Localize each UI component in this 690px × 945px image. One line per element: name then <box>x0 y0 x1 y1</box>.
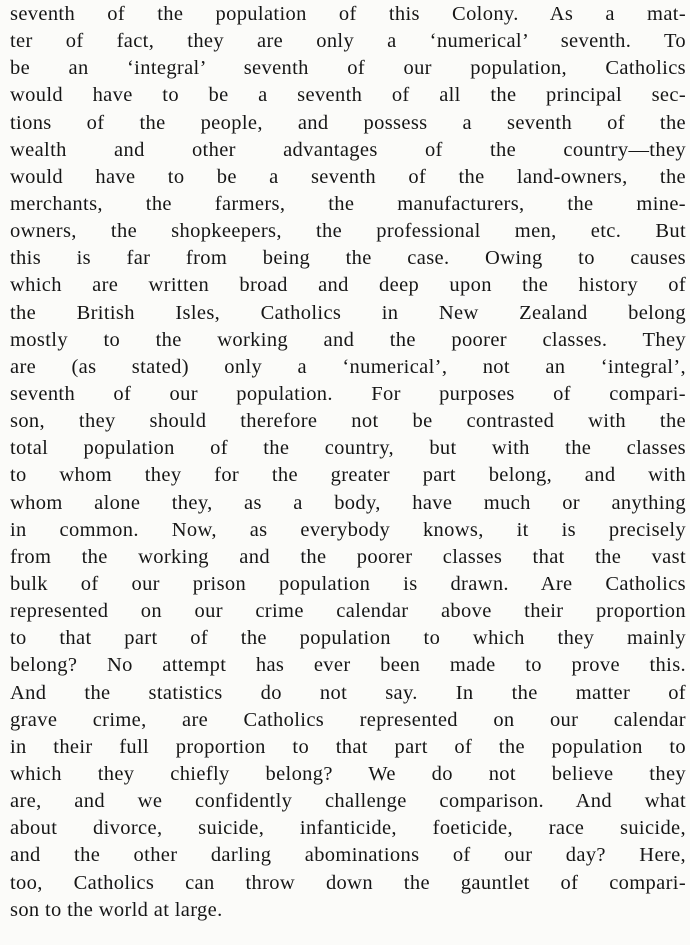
text-line: about divorce, suicide, infanticide, foeticide, race suicide, <box>10 817 686 840</box>
text-line: mostly to the working and the poorer classes. They <box>10 328 686 351</box>
text-line: son, they should therefore not be contrasted with the <box>10 410 686 433</box>
text-line: which are written broad and deep upon the history of <box>10 274 686 297</box>
text-line: to that part of the population to which they mainly <box>10 627 686 650</box>
text-line: whom alone they, as a body, have much or anything <box>10 491 686 514</box>
text-line: which they chiefly belong? We do not believe they <box>10 762 686 785</box>
text-line: from the working and the poorer classes that the vast <box>10 545 686 568</box>
text-line: are, and we confidently challenge comparison. And what <box>10 790 686 813</box>
text-line: and the other darling abominations of our day? Here, <box>10 844 686 867</box>
text-line: total population of the country, but with the classes <box>10 437 686 460</box>
text-line: in their full proportion to that part of the population to <box>10 735 686 758</box>
text-line: the British Isles, Catholics in New Zealand belong <box>10 301 686 324</box>
text-line: bulk of our prison population is drawn. Are Catholics <box>10 572 686 595</box>
text-line: in common. Now, as everybody knows, it is precisely <box>10 518 686 541</box>
article-column <box>10 0 686 924</box>
text-line: And the statistics do not say. In the matter of <box>10 681 686 704</box>
text-line: belong? No attempt has ever been made to prove this. <box>10 654 686 677</box>
text-line: ter of fact, they are only a ‘numerical’ seventh. To <box>10 30 686 53</box>
text-line: would have to be a seventh of all the principal sec- <box>10 84 686 107</box>
text-line: this is far from being the case. Owing to causes <box>10 247 686 270</box>
text-line: to whom they for the greater part belong, and with <box>10 464 686 487</box>
text-line: tions of the people, and possess a seventh of the <box>10 111 686 134</box>
text-line: wealth and other advantages of the country—they <box>10 138 686 161</box>
text-line: grave crime, are Catholics represented on our calendar <box>10 708 686 731</box>
text-line: owners, the shopkeepers, the professional men, etc. But <box>10 220 686 243</box>
text-line: would have to be a seventh of the land-owners, the <box>10 165 686 188</box>
text-line: son to the world at large. <box>10 898 223 921</box>
text-line: merchants, the farmers, the manufacturers, the mine- <box>10 192 686 215</box>
text-line: seventh of the population of this Colony. As a mat- <box>10 3 686 25</box>
text-line: too, Catholics can throw down the gauntlet of compari- <box>10 871 686 894</box>
text-line: be an ‘integral’ seventh of our population, Catholics <box>10 57 686 80</box>
text-line: are (as stated) only a ‘numerical’, not an ‘integral’, <box>10 355 686 378</box>
text-line: seventh of our population. For purposes of compari- <box>10 382 686 405</box>
text-line: represented on our crime calendar above their proportion <box>10 600 686 623</box>
